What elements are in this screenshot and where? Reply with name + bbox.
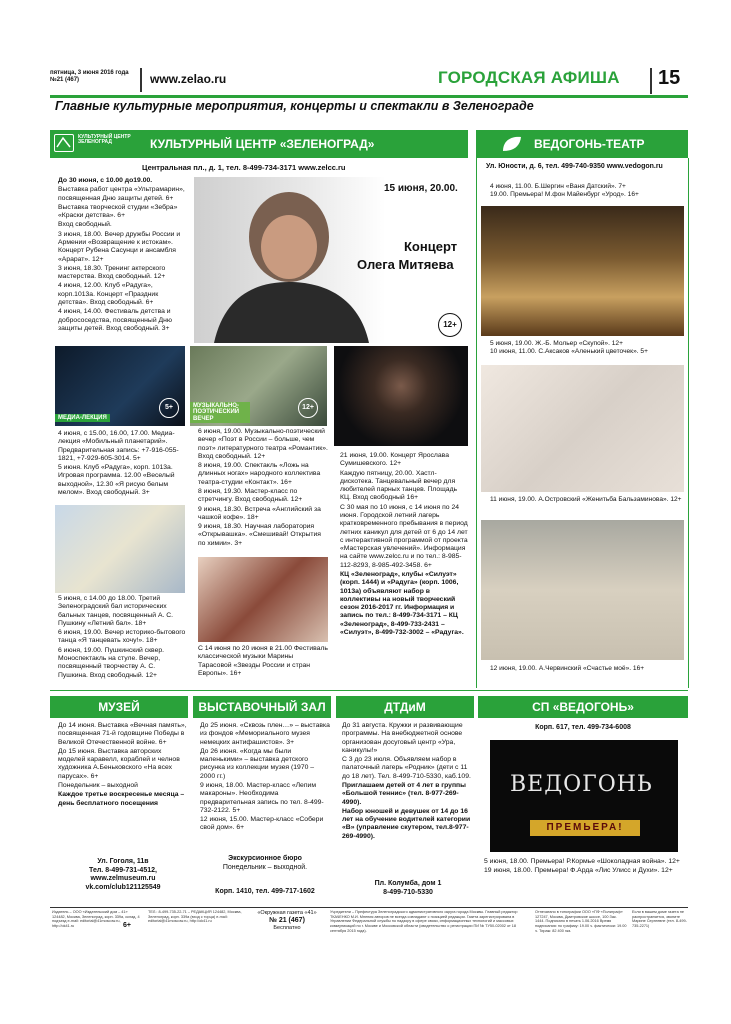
kz-events-1 [58,177,186,345]
vt-address: Ул. Юности, д. 6, тел. 499-740-9350 www.vedogon.ru [486,163,663,170]
vt-event-2: 5 июня, 19.00. Ж.-Б. Мольер «Скупой». 12+ 10 июня, 11.00. С.Аксаков «Аленький цветочек». 5+ [490,340,648,356]
column-rule [476,158,477,688]
event: Каждую пятницу, 20.00. Хастл-дискотека. Танцевальный вечер для любителей парных танцев. Площадь КЦ. Вход свободный 16+ [340,469,458,502]
footer-printing: Отпечатано в типографии ООО «ПФ «Полиграф» 127247, Москва, Дмитровское шоссе, 100 Зак. 1444. Подписано в печать 1.06.2016 Время подписания: по графику: 19.00 ч. фактически: 19.00 ч. Тираж: 82 400 экз. [535,910,627,933]
event: 4 июня, 12.00. Клуб «Радуга», корп.1013а. Концерт «Праздник детства». Вход свободный. 6+ [58,282,159,306]
dtdim-text [342,722,474,872]
vt-event-1: 4 июня, 11.00. Б.Шергин «Ваня Датский». 7+ 19.00. Премьера! М.фон Майенбург «Урод». 16+ [490,183,639,199]
event: Приглашаем детей от 4 лет в группы «Большой теннис» (тел. 8-977-269-4990). [342,781,466,806]
kz-logo-text: КУЛЬТУРНЫЙ ЦЕНТР ЗЕЛЕНОГРАД [78,134,131,146]
vt-event-3: 11 июня, 19.00. А.Островский «Женитьба Бальзаминова». 12+ [490,496,682,503]
event: 3 июня, 18.30. Тренинг актерского мастерства. Вход свободный. 12+ [58,264,166,281]
media-tag: МЕДИА-ЛЕКЦИЯ [55,414,110,422]
event: 12 июня, 15.00. Мастер-класс «Собери свой дом». 6+ [200,816,324,832]
footer-paper: «Окружная газета «41» № 21 (467) Бесплатно [257,910,317,932]
planetarium-photo [55,346,185,426]
kz-title: КУЛЬТУРНЫЙ ЦЕНТР «ЗЕЛЕНОГРАД» [150,137,375,151]
event: 21 июня, 19.00. Концерт Ярослава Сумишевского. 12+ [340,452,449,468]
event: До 25 июня. «Сквозь плен…» – выставка из фондов «Мемориального музея немецких антифашистов». 3+ [200,722,330,746]
page-number: 15 [658,67,681,89]
kz-events-5 [340,452,468,687]
kz-events-4 [198,428,328,558]
event: 9 июня, 18.00. Мастер-класс «Лепим макароны». Необходима предварительная запись по тел. 8-499-732-2122. 5+ [200,781,324,814]
vt-photo-3 [481,520,684,660]
event: Вход свободный. [58,221,112,229]
kz-festival: С 14 июня по 20 июня в 21.00 Фестиваль классической музыки Марины Тарасовой «Звезды России и стран Европы». 16+ [198,645,328,677]
sp-poster [490,740,678,852]
kz-events-3 [58,595,186,685]
event: Каждое третье воскресенье месяца – день бесплатного посещения [58,791,185,807]
concert-title: Концерт [404,239,458,254]
site-url[interactable]: www.zelao.ru [150,72,227,86]
event: 9 июня, 18.30. Научная лаборатория «Открывашка». «Смешивай! Открытия по химии». 3+ [198,523,321,547]
expo-text [200,722,330,842]
event: 6 июня, 19.00. Вечер историко-бытового танца «Я танцевать хочу!». 18+ [58,629,186,645]
poetry-tag: МУЗЫКАЛЬНО-ПОЭТИЧЕСКИЙ ВЕЧЕР [190,402,250,423]
event: 5 июня. Клуб «Радуга», корп. 1013а. Игровая программа. 12.00 «Веселый выходной», 12.30 «Я рисую белым мелом». Вход свободный. 3+ [58,464,175,496]
kz-address: Центральная пл., д. 1, тел. 8-499-734-3171 www.zelcc.ru [142,163,346,172]
header-rule [50,95,688,98]
expo-bureau: Экскурсионное бюро Понедельник – выходной. [222,855,308,871]
age-badge: 12+ [438,313,462,337]
event: КЦ «Зеленоград», клубы «Силуэт» (корп. 1444) и «Радуга» (корп. 1006, 1013а) объявляют набор в коллективы на новый творческий сезон 2016-2017 гг. Информация и запись по тел.: 8-499-734-3171 – КЦ «Зеленоград», 8-499-733-2431 – «Силуэт», 8-499-732-3002 – «Радуга». [340,570,464,636]
kz-events-2 [58,430,186,505]
museum-text [58,722,188,852]
sp-text [484,858,684,894]
event: 9 июня, 18.30. Встреча «Английский за чашкой кофе». 18+ [198,505,321,521]
event: 3 июня, 18.00. Вечер дружбы России и Армении «Возвращение к истокам». Концерт Рубена Сасунци и ансамбля «Арарат». 12+ [58,230,181,263]
event: 4 июня, 14.00. Фестиваль детства и добрососедства, посвященный Дню защиты детей. Вход свободный. 3+ [58,308,172,332]
column-rule [688,158,689,688]
age-badge: 5+ [159,398,179,418]
vt-photo-1 [481,206,684,336]
footer-editorial: ТЕЛ.: 8-499-735-22-71 – РЕДАКЦИЯ 124482, Москва, Зеленоград, корп. 339а (вход с торца) e-mail: editorial@41moscow.ru, http://ok41.ru [148,910,242,924]
concert-photo [194,177,468,343]
concert-date: 15 июня, 20.00. [384,183,458,194]
event: 8 июня, 19.30. Мастер-класс по стретчингу. Вход свободный. 12+ [198,487,303,504]
vt-photo-2 [481,365,684,492]
sp-address: Корп. 617, тел. 499-734-6008 [535,724,631,731]
dtdim-band: ДТДиМ [336,696,474,718]
footer-founders: Учредители – Префектура Зеленоградского административного округа города Москвы. Главный редактор ТКАЧЕНКО М.И. Мнения авторов не всегда совпадают с позицией редакции. Газета зарегистрирована в Управлении Федеральной службы по надзору в сфере связи, информационных технологий и массовых коммуникаций по г. Москве и Московской области (свидетельство о регистрации ПИ № ТУ50-02002 от 18 сентября 2015 года). [330,910,518,933]
museum-band: МУЗЕЙ [50,696,188,718]
sp-premiere: ПРЕМЬЕРА! [530,820,640,836]
concert-performer: Олега Митяева [357,257,454,272]
vt-event-4: 12 июня, 19.00. А.Червинский «Счастье моё». 16+ [490,665,645,672]
sp-banner-text: ВЕДОГОНЬ [510,772,653,797]
divider [650,68,652,94]
event: 4 июня, с 15.00, 16.00, 17.00. Медиа-лекция «Мобильный планетарий». Предварительная запись: +7-916-055-1821, +7-929-605-3014. 5+ [58,430,179,462]
event: Понедельник – выходной [58,781,138,789]
page-headline: Главные культурные мероприятия, концерты и спектакли в Зеленограде [55,99,534,113]
ball-painting [55,505,185,593]
dtdim-contacts: Пл. Колумба, дом 1 8-499-710-5330 [374,880,442,896]
event: 5 июня, 18.00. Премьера! Р.Кормье «Шоколадная война». 12+ [484,858,680,865]
issue-date: пятница, 3 июня 2016 года №21 (467) [50,70,129,83]
event: 19 июня, 18.00. Премьера! Ф.Арда «Лис Улисс и Духи». 12+ [484,867,673,875]
event: 5 июня, с 14.00 до 18.00. Третий Зеленоградский бал исторических бальных танцев, посвященный А. С. Пушкину «Летний бал». 18+ [58,595,174,627]
event: До 31 августа. Кружки и развивающие программы. На внебюджетной основе организован досуговый центр «Ура, каникулы!» [342,722,463,754]
vt-title: ВЕДОГОНЬ-ТЕАТР [534,137,645,151]
divider [140,68,142,92]
singer-photo [334,346,468,446]
sp-band: СП «ВЕДОГОНЬ» [478,696,688,718]
kz-logo-icon [54,134,74,152]
event: 6 июня, 19.00. Пушкинский сквер. Моноспектакль на стуле. Вечер, посвященный творчеству А. С. Пушкина. Вход свободный. 12+ [58,646,165,679]
footer-publisher: Издатель – ООО «Издательский дом – 41» 124482, Москва, Зеленоград, корп. 339а, склад, 4 подъезд e-mail: editorial@41moscow.ru, http://ok41.ru [52,910,140,929]
cellist-photo [198,557,328,642]
event: До 26 июня. «Когда мы были маленькими» – выставка детского рисунка из коллекции музея (1970 – 2000 гг.) [200,747,315,780]
section-title: ГОРОДСКАЯ АФИША [438,68,620,87]
event: Набор юношей и девушек от 14 до 16 лет на обучение водителей категории «В» (управление скутером, тел.8-977-269-4990). [342,807,471,840]
footer-rule [50,907,688,908]
expo-contacts: Корп. 1410, тел. 499-717-1602 [215,888,315,895]
event: 8 июня, 19.00. Спектакль «Ложь на длинных ногах» народного коллектива театра-студии «Контакт». 16+ [198,462,321,486]
section-rule [50,690,688,691]
event: До 14 июня. Выставка «Вечная память», посвященная 71-й годовщине Победы в Великой Отечественной войне. 6+ [58,722,187,746]
footer-distribution: Если в вашем доме газета не распространяется, звоните Марине Сергеевне (тел. 8-499-735-2271) [632,910,687,929]
expo-band: ВЫСТАВОЧНЫЙ ЗАЛ [193,696,331,718]
age-badge: 12+ [298,398,318,418]
event: До 30 июня, с 10.00 до19.00. [58,177,153,184]
event: С 30 мая по 10 июня, с 14 июня по 24 июня. Городской летний лагерь кратковременного пребывания в период летних каникул для детей от 6 до 14 лет с интерактивной программой от проекта «Мастерская увлечений». Информация на сайте www.zelcc.ru и по тел.: 8-985-112-8293, 8-985-492-3458. 6+ [340,503,468,569]
event: Выставка творческой студии «Зебра» «Краски детства». 6+ [58,203,178,220]
poetry-photo [190,346,327,426]
event: До 15 июня. Выставка авторских моделей каравелл, кораблей и челнов художника А.Беньковского «На всех парусах». 6+ [58,747,180,780]
event: 6 июня, 19.00. Музыкально-поэтический вечер «Поэт в России – больше, чем поэт» литературного театра «Романтик». Вход свободный. 12+ [198,428,328,460]
footer-age: 6+ [123,922,131,929]
museum-contacts: Ул. Гоголя, 11в Тел. 8-499-731-4512, www.zelmuseum.ru vk.com/club121125549 [85,858,161,891]
leaf-icon [500,134,524,154]
event: С 3 до 23 июля. Объявляем набор в палаточный лагерь «Родник» (дети с 11 до 18 лет). Тел. 8-499-710-5330, каб.109. [342,756,471,780]
event: Выставка работ центра «Ультрамарин», посвященная Дню защиты детей. 6+ [58,186,185,202]
